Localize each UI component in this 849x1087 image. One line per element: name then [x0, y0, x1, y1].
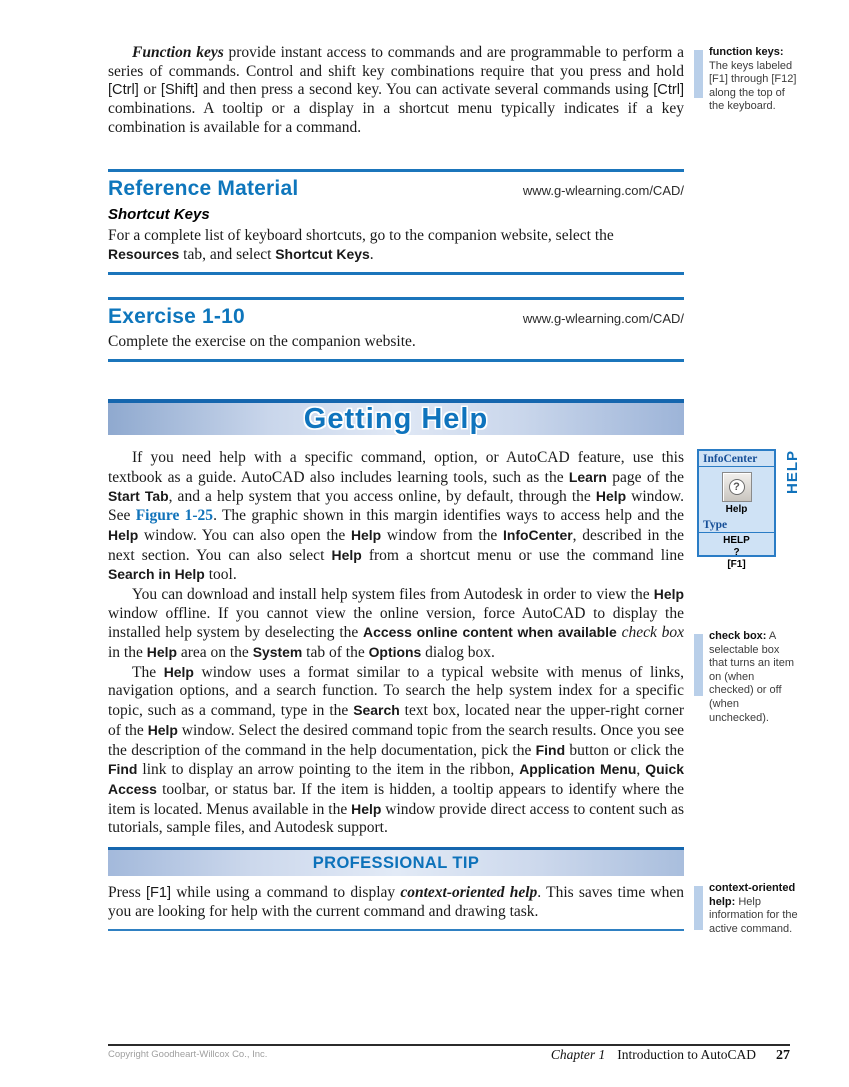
- chapter-title: Introduction to AutoCAD: [617, 1047, 756, 1062]
- tip-body-block: [108, 884, 684, 921]
- reference-material-section: [108, 169, 684, 275]
- section-body: For a complete list of keyboard shortcuts, go to the companion website, select the Resources tab, and select Shortcut Keys.: [108, 227, 614, 263]
- subsection-title: Shortcut Keys: [108, 206, 210, 223]
- margin-note-text: [709, 46, 800, 114]
- margin-note-text: [709, 630, 800, 725]
- section-header: [108, 177, 684, 201]
- help-paragraph-2: You can download and install help system files from Autodesk in order to view the Help window offline. If you cannot view the online version, force AutoCAD to display the installed help system by deselecting the Access online content when available check box in the Help area on the System tab of the Options dialog box.: [108, 585, 685, 662]
- margin-note-check-box: [694, 630, 800, 725]
- help-button: [722, 472, 752, 502]
- margin-note-function-keys: [694, 46, 800, 114]
- intro-block: [108, 44, 684, 138]
- help-paragraph-3: The Help window uses a format similar to a typical website with menus of links, navigation options, and a search function. To search the help system index for a specific topic, such as a command, type in the Search text box, located near the upper-right corner of the Help window. Select the desired command topic from the search results. Once you see the description of the command in the help documentation, pick the Find button or click the Find link to display an arrow pointing to the item in the ribbon, Application Menu, Quick Access toolbar, or status bar. If the item is hidden, a tooltip appears to identify where the item is located. Menus available in the Help window provide direct access to content such as tutorials, sample files, and Autodesk support.: [108, 663, 685, 837]
- tip-paragraph: Press [F1] while using a command to display context-oriented help. This saves time when you are looking for help with the current command and drawing task.: [108, 884, 684, 920]
- margin-note-bar: [694, 50, 703, 98]
- help-button-label: Help: [725, 504, 748, 515]
- chapter-label: Chapter 1: [550, 1047, 606, 1062]
- margin-note-definition: A selectable box that turns an item on (when checked) or off (when unchecked).: [709, 630, 794, 724]
- footer-chapter-info: [551, 1047, 790, 1064]
- getting-help-banner: [108, 399, 684, 435]
- section-title: Exercise 1-10: [108, 305, 245, 328]
- command-line: [F1]: [727, 559, 746, 570]
- getting-help-body: [108, 449, 684, 838]
- help-icon: ?: [729, 479, 745, 495]
- intro-paragraph: Function keys provide instant access to commands and are programmable to perform a series of commands. Control and shift key combinations require that you press and hold [Ctrl] or [Shift] and then press a second key. You can activate several commands using [Ctrl] combinations. A tooltip or a display in a shortcut menu typically indicates if a key combination is available for a command.: [108, 44, 684, 136]
- command-line: HELP: [723, 535, 750, 546]
- margin-note-term: context-oriented help:: [709, 882, 796, 908]
- exercise-section: [108, 297, 684, 362]
- vertical-help-label: HELP: [784, 450, 801, 495]
- section-header: [108, 305, 684, 329]
- help-access-graphic: [697, 449, 776, 570]
- professional-tip-banner: [108, 847, 684, 876]
- section-url: www.g-wlearning.com/CAD/: [522, 183, 684, 198]
- infocenter-label: InfoCenter: [699, 451, 774, 467]
- section-title: Reference Material: [108, 177, 299, 200]
- help-paragraph-1: If you need help with a specific command, option, or AutoCAD feature, use this textbook as a guide. AutoCAD also includes learning tools, such as the Learn page of the Start Tab, and a help system that you access online, by default, through the Help window. See Figure 1-25. The graphic shown in this margin identifies ways to access help and the Help window. You can also open the Help window from the InfoCenter, described in the next section. You can also select Help from a shortcut menu or use the command line Search in Help tool.: [108, 449, 685, 584]
- type-label: Type: [699, 517, 774, 533]
- margin-note-context-help: [694, 882, 800, 936]
- copyright-text: Copyright Goodheart-Willcox Co., Inc.: [108, 1049, 268, 1060]
- banner-title: Getting Help: [303, 402, 489, 435]
- tip-bottom-rule: [108, 929, 684, 931]
- margin-note-term: check box:: [709, 630, 767, 642]
- margin-note-term: function keys:: [709, 46, 784, 58]
- page-number: 27: [776, 1048, 790, 1063]
- margin-note-definition: Help information for the active command.: [709, 895, 798, 935]
- command-list: [699, 535, 774, 571]
- margin-note-definition: The keys labeled [F1] through [F12] along the top of the keyboard.: [709, 59, 797, 113]
- tip-banner-title: PROFESSIONAL TIP: [312, 853, 480, 872]
- section-url: www.g-wlearning.com/CAD/: [522, 311, 684, 326]
- command-line: ?: [733, 547, 740, 558]
- margin-note-text: [709, 882, 800, 936]
- margin-note-bar: [694, 634, 703, 696]
- footer-rule: [108, 1044, 790, 1046]
- section-body: Complete the exercise on the companion website.: [108, 333, 416, 350]
- margin-note-bar: [694, 886, 703, 930]
